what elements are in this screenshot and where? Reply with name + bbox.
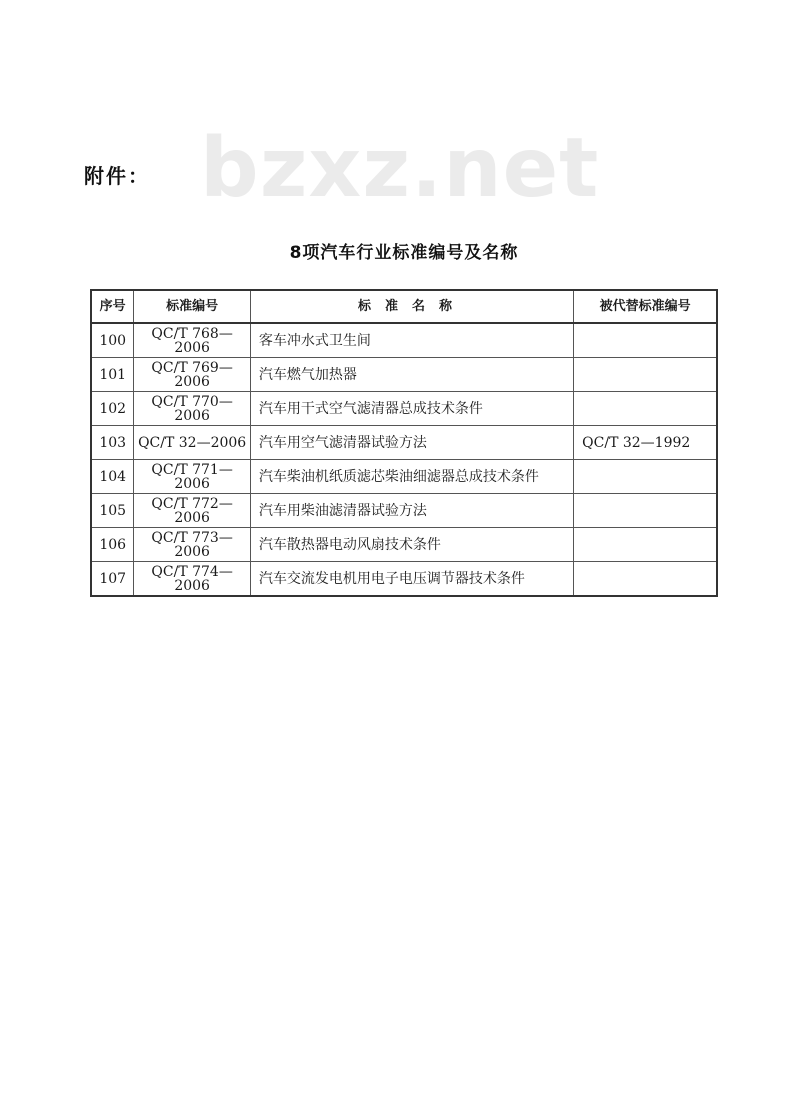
header-name: 标准名称 bbox=[250, 290, 573, 323]
row-no: 101 bbox=[91, 358, 134, 392]
attachment-label: 附件： bbox=[84, 164, 150, 188]
row-code: QC/T 769—2006 bbox=[134, 358, 251, 392]
row-no: 100 bbox=[91, 323, 134, 358]
table-row bbox=[91, 392, 717, 426]
row-name: 客车冲水式卫生间 bbox=[250, 323, 573, 358]
row-code: QC/T 772—2006 bbox=[134, 494, 251, 528]
standards-table bbox=[90, 289, 718, 597]
header-replaced: 被代替标准编号 bbox=[574, 290, 717, 323]
row-no: 104 bbox=[91, 460, 134, 494]
row-name: 汽车燃气加热器 bbox=[250, 358, 573, 392]
row-name: 汽车交流发电机用电子电压调节器技术条件 bbox=[250, 562, 573, 597]
header-no: 序号 bbox=[91, 290, 134, 323]
row-code: QC/T 770—2006 bbox=[134, 392, 251, 426]
table-row bbox=[91, 562, 717, 597]
row-no: 105 bbox=[91, 494, 134, 528]
row-replaced bbox=[574, 562, 717, 597]
row-no: 107 bbox=[91, 562, 134, 597]
row-replaced bbox=[574, 358, 717, 392]
row-name: 汽车柴油机纸质滤芯柴油细滤器总成技术条件 bbox=[250, 460, 573, 494]
row-name: 汽车用空气滤清器试验方法 bbox=[250, 426, 573, 460]
row-code: QC/T 771—2006 bbox=[134, 460, 251, 494]
row-name: 汽车散热器电动风扇技术条件 bbox=[250, 528, 573, 562]
header-code: 标准编号 bbox=[134, 290, 251, 323]
row-code: QC/T 773—2006 bbox=[134, 528, 251, 562]
row-code: QC/T 32—2006 bbox=[134, 426, 251, 460]
row-replaced bbox=[574, 528, 717, 562]
row-replaced bbox=[574, 460, 717, 494]
table-row bbox=[91, 494, 717, 528]
table-row bbox=[91, 358, 717, 392]
row-no: 102 bbox=[91, 392, 134, 426]
table-row bbox=[91, 460, 717, 494]
document-title: 8项汽车行业标准编号及名称 bbox=[289, 243, 519, 263]
watermark: bzxz.net bbox=[200, 121, 600, 216]
row-name: 汽车用柴油滤清器试验方法 bbox=[250, 494, 573, 528]
row-no: 103 bbox=[91, 426, 134, 460]
row-replaced bbox=[574, 392, 717, 426]
table-row bbox=[91, 426, 717, 460]
row-replaced bbox=[574, 323, 717, 358]
row-no: 106 bbox=[91, 528, 134, 562]
row-replaced bbox=[574, 494, 717, 528]
table-header-row bbox=[91, 290, 717, 323]
table-row bbox=[91, 323, 717, 358]
row-replaced: QC/T 32—1992 bbox=[574, 426, 717, 460]
row-code: QC/T 774—2006 bbox=[134, 562, 251, 597]
table-row bbox=[91, 528, 717, 562]
row-name: 汽车用干式空气滤清器总成技术条件 bbox=[250, 392, 573, 426]
row-code: QC/T 768—2006 bbox=[134, 323, 251, 358]
